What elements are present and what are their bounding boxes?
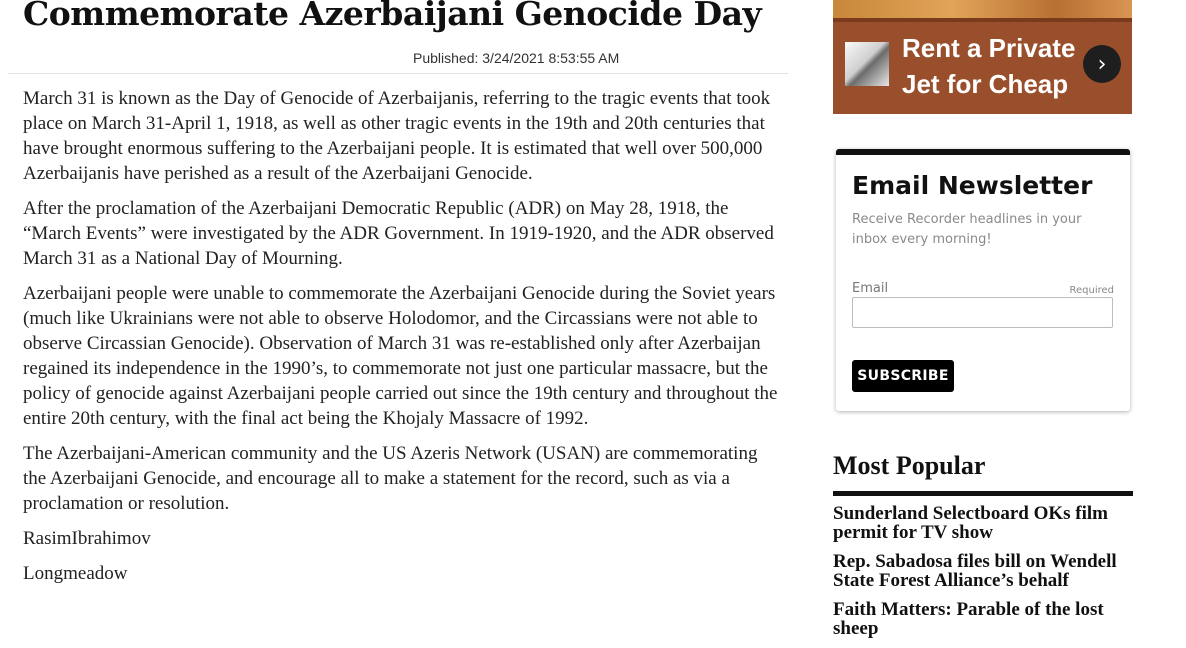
email-label: Email [852, 281, 889, 296]
paragraph: Azerbaijani people were unable to commemorate the Azerbaijani Genocide during the Soviet years (much like Ukrainians were not able to observe Holodomor, and the Circassians were not able to observe Circassian Genocide). Observation of March 31 was re-established only after Azerbaijan regained its independence in the 1990’s, to commemorate not just one particular massacre, but the policy of genocide against Azerbaijani people carried out since the 19th century and throughout the entire 20th century, with the final act being the Khojaly Massacre of 1992. [23, 283, 778, 429]
most-popular-title: Most Popular [833, 451, 986, 480]
newsletter-title: Email Newsletter [852, 171, 1093, 200]
divider [8, 73, 788, 74]
most-popular-list [833, 504, 1133, 648]
ad-image [833, 0, 1132, 22]
divider [833, 491, 1133, 496]
newsletter-widget [836, 149, 1130, 411]
popular-article-link[interactable]: Sunderland Selectboard OKs film permit for TV show [833, 503, 1108, 543]
article-title: Commemorate Azerbaijani Genocide Day [23, 0, 762, 33]
popular-article-link[interactable]: Rep. Sabadosa files bill on Wendell State Forest Alliance’s behalf [833, 551, 1117, 591]
article-body [23, 86, 783, 596]
email-field[interactable] [852, 297, 1113, 328]
subscribe-button[interactable]: SUBSCRIBE [852, 360, 954, 392]
ad-text[interactable]: Rent a Private Jet for Cheap [902, 33, 1076, 99]
paragraph: After the proclamation of the Azerbaijani Democratic Republic (ADR) on May 28, 1918, the “March Events” were investigated by the ADR Government. In 1919-1920, and the ADR observed March 31 as a National Day of Mourning. [23, 198, 774, 269]
ad-thumbnail [845, 42, 889, 86]
ad-banner[interactable] [833, 0, 1132, 114]
published-date: Published: 3/24/2021 8:53:55 AM [413, 50, 620, 66]
author-location: Longmeadow [23, 563, 128, 584]
author-name: RasimIbrahimov [23, 528, 151, 549]
newsletter-description: Receive Recorder headlines in your inbox every morning! [852, 212, 1082, 247]
paragraph: March 31 is known as the Day of Genocide of Azerbaijanis, referring to the tragic events that took place on March 31-April 1, 1918, as well as other tragic events in the 19th and 20th centuries that have brought enormous suffering to the Azerbaijani people. It is estimated that well over 500,000 Azerbaijanis have perished as a result of the Azerbaijani Genocide. [23, 88, 771, 184]
required-label: Required [1069, 285, 1114, 296]
chevron-right-icon[interactable]: › [1083, 45, 1121, 83]
paragraph: The Azerbaijani-American community and the US Azeris Network (USAN) are commemorating the Azerbaijani Genocide, and encourage all to make a statement for the record, such as via a proclamation or resolution. [23, 443, 758, 514]
popular-article-link[interactable]: Faith Matters: Parable of the lost sheep [833, 599, 1104, 639]
